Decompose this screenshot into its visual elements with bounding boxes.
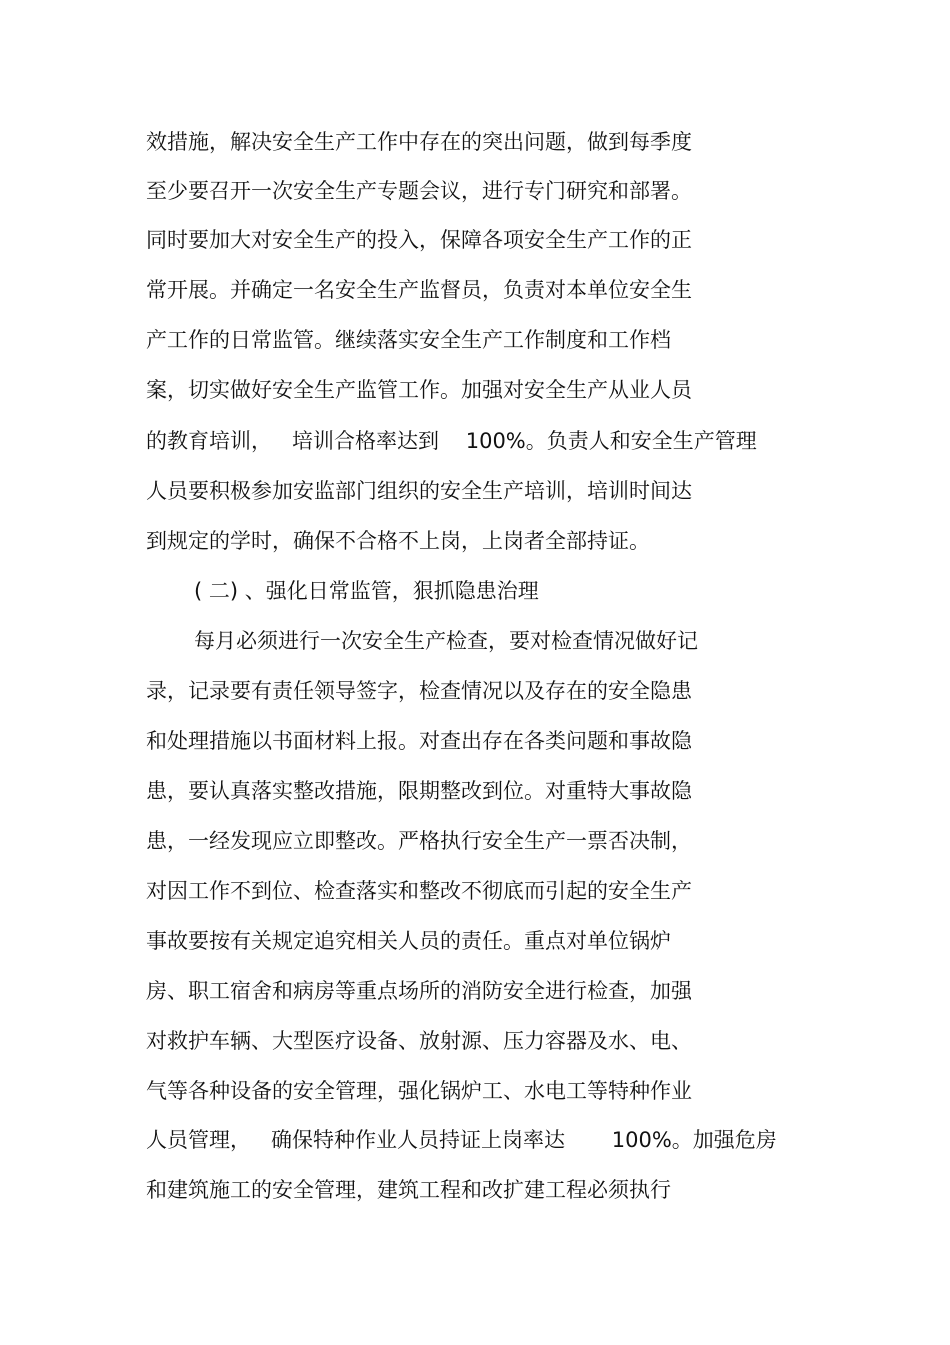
text-line: 患，要认真落实整改措施，限期整改到位。对重特大事故隐: [146, 779, 692, 803]
text-line: 产工作的日常监管。继续落实安全生产工作制度和工作档: [146, 328, 671, 352]
text-line: 每月必须进行一次安全生产检查，要对检查情况做好记: [194, 629, 698, 653]
text-line: 效措施，解决安全生产工作中存在的突出问题，做到每季度: [146, 130, 692, 154]
text-line: 事故要按有关规定追究相关人员的责任。重点对单位锅炉: [146, 929, 671, 953]
text-line: 和建筑施工的安全管理，建筑工程和改扩建工程必须执行: [146, 1178, 671, 1202]
text-line: 人员管理， 确保特种作业人员持证上岗率达 100%。加强危房: [146, 1128, 777, 1152]
text-line: 录，记录要有责任领导签字，检查情况以及存在的安全隐患: [146, 679, 692, 703]
text-line: 案，切实做好安全生产监管工作。加强对安全生产从业人员: [146, 378, 692, 402]
text-line: 和处理措施以书面材料上报。对查出存在各类问题和事故隐: [146, 729, 692, 753]
section-heading: ( 二) 、强化日常监管，狠抓隐患治理: [194, 579, 539, 603]
text-line: 至少要召开一次安全生产专题会议，进行专门研究和部署。: [146, 179, 692, 203]
text-line: 人员要积极参加安监部门组织的安全生产培训，培训时间达: [146, 479, 692, 503]
text-line: 气等各种设备的安全管理，强化锅炉工、水电工等特种作业: [146, 1079, 692, 1103]
text-line: 到规定的学时，确保不合格不上岗，上岗者全部持证。: [146, 529, 650, 553]
text-line: 患，一经发现应立即整改。严格执行安全生产一票否决制，: [146, 829, 692, 853]
text-line: 同时要加大对安全生产的投入，保障各项安全生产工作的正: [146, 228, 692, 252]
text-line: 的教育培训， 培训合格率达到 100%。负责人和安全生产管理: [146, 429, 757, 453]
text-line: 对因工作不到位、检查落实和整改不彻底而引起的安全生产: [146, 879, 692, 903]
text-line: 对救护车辆、大型医疗设备、放射源、压力容器及水、电、: [146, 1029, 692, 1053]
text-line: 常开展。并确定一名安全生产监督员，负责对本单位安全生: [146, 278, 692, 302]
text-line: 房、职工宿舍和病房等重点场所的消防安全进行检查，加强: [146, 979, 692, 1003]
